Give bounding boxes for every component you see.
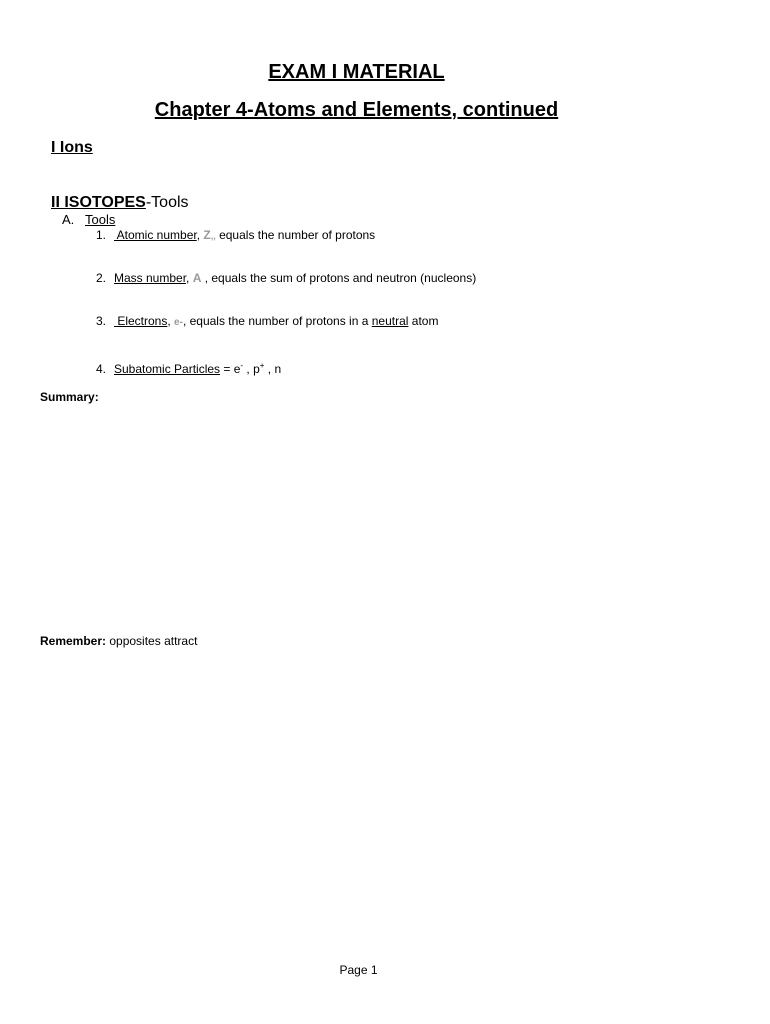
list-item-atomic-number (96, 228, 375, 242)
list-item-number: 2. (96, 271, 107, 285)
page-number: Page 1 (339, 963, 378, 977)
equation-neutron: , n (264, 362, 282, 376)
term-mass-number: Mass number (114, 271, 187, 285)
section-ions-heading: I Ions (51, 139, 93, 156)
subsection-tools (62, 212, 115, 227)
electron-charge: - (240, 361, 244, 370)
term-neutral: neutral (371, 314, 409, 328)
list-item-electrons (96, 314, 438, 328)
list-item-number: 4. (96, 362, 107, 376)
term-electrons: Electrons (114, 314, 168, 328)
symbol-z: Z (203, 228, 211, 242)
remember-text: opposites attract (106, 634, 198, 648)
definition-text: equals the number of protons (215, 228, 376, 242)
subsection-label: Tools (85, 212, 116, 227)
proton-charge: + (259, 361, 265, 370)
symbol-z-subscript: ,, (210, 231, 216, 241)
remember-label: Remember: (40, 634, 107, 648)
isotopes-suffix: -Tools (145, 194, 189, 211)
term-subatomic-particles: Subatomic Particles (114, 362, 221, 376)
chapter-heading: Chapter 4-Atoms and Elements, continued (154, 99, 559, 121)
definition-text: , equals the sum of protons and neutron (nucleons) (201, 271, 477, 285)
separator: , (196, 228, 204, 242)
list-item-subatomic-particles (96, 361, 281, 376)
definition-text-end: atom (408, 314, 439, 328)
list-item-number: 1. (96, 228, 107, 242)
remember-note (40, 634, 197, 648)
separator: , (167, 314, 175, 328)
separator: , (186, 271, 193, 285)
term-atomic-number: Atomic number (114, 228, 197, 242)
list-item-mass-number (96, 271, 476, 285)
equation-electron: = e (220, 362, 241, 376)
definition-text: , equals the number of protons in a (182, 314, 372, 328)
subsection-marker: A. (62, 212, 75, 227)
summary-label: Summary: (40, 390, 99, 404)
symbol-e: e- (174, 317, 183, 328)
section-isotopes-heading (51, 194, 189, 212)
list-item-number: 3. (96, 314, 107, 328)
document-title: EXAM I MATERIAL (268, 61, 445, 83)
equation-proton: , p (243, 362, 260, 376)
isotopes-label: II ISOTOPES (51, 194, 146, 211)
symbol-a: A (192, 271, 202, 285)
